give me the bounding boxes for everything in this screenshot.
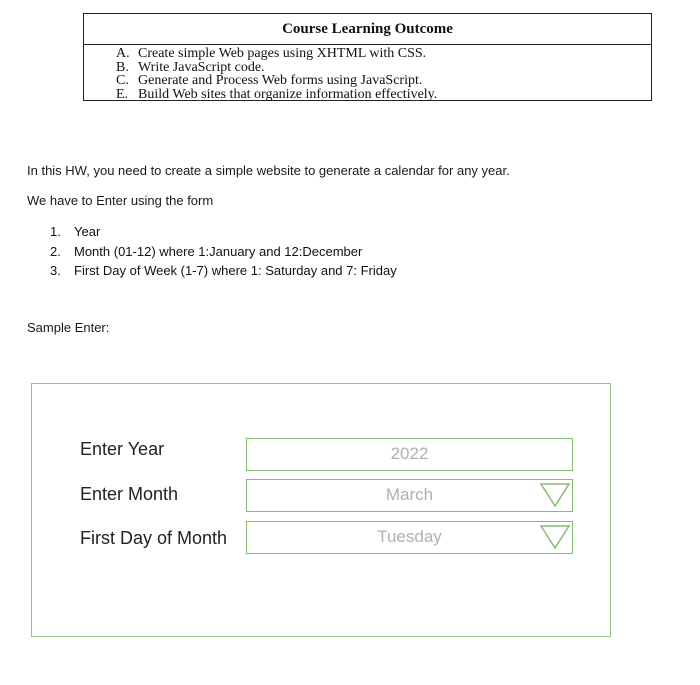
- clo-item-text: Create simple Web pages using XHTML with CSS.: [138, 46, 427, 61]
- step-text: Month (01-12) where 1:January and 12:December: [74, 243, 363, 259]
- steps-list: [50, 222, 397, 281]
- clo-title: Course Learning Outcome: [84, 14, 651, 45]
- month-value: March: [385, 485, 434, 504]
- step-text: First Day of Week (1-7) where 1: Saturday and 7: Friday: [74, 263, 397, 278]
- first-day-value: Tuesday: [377, 527, 442, 546]
- clo-item-letter: B.: [116, 59, 129, 75]
- clo-item: [116, 88, 437, 102]
- clo-item-text: Generate and Process Web forms using JavaScript.: [138, 73, 423, 88]
- enter-instruction: We have to Enter using the form: [27, 193, 214, 208]
- list-item: [50, 222, 397, 242]
- intro-paragraph: In this HW, you need to create a simple website to generate a calendar for any year.: [27, 163, 510, 178]
- clo-list: [116, 47, 437, 101]
- step-number: 2.: [50, 243, 61, 259]
- clo-item-letter: C.: [116, 73, 129, 88]
- year-label: Enter Year: [80, 439, 165, 459]
- month-select[interactable]: [246, 479, 573, 512]
- month-label: Enter Month: [80, 484, 179, 504]
- clo-item-text: Write JavaScript code.: [138, 59, 265, 75]
- clo-item: [116, 74, 437, 88]
- clo-item: [116, 61, 437, 75]
- year-value: 2022: [390, 444, 429, 463]
- chevron-down-icon[interactable]: [539, 523, 571, 551]
- course-learning-outcome-table: [83, 13, 652, 101]
- clo-item-text: Build Web sites that organize information effectively.: [138, 86, 438, 102]
- first-day-label: First Day of Month: [80, 528, 228, 548]
- sample-form: [31, 383, 611, 637]
- first-day-select[interactable]: [246, 521, 573, 554]
- step-number: 1.: [50, 224, 61, 239]
- year-input[interactable]: [246, 438, 573, 471]
- chevron-down-icon[interactable]: [539, 481, 571, 509]
- list-item: [50, 261, 397, 281]
- step-text: Year: [74, 224, 101, 239]
- sample-label: Sample Enter:: [27, 320, 110, 335]
- step-number: 3.: [50, 263, 61, 278]
- clo-item-letter: E.: [116, 86, 129, 102]
- clo-item-letter: A.: [116, 46, 130, 61]
- list-item: [50, 242, 397, 262]
- clo-item: [116, 47, 437, 61]
